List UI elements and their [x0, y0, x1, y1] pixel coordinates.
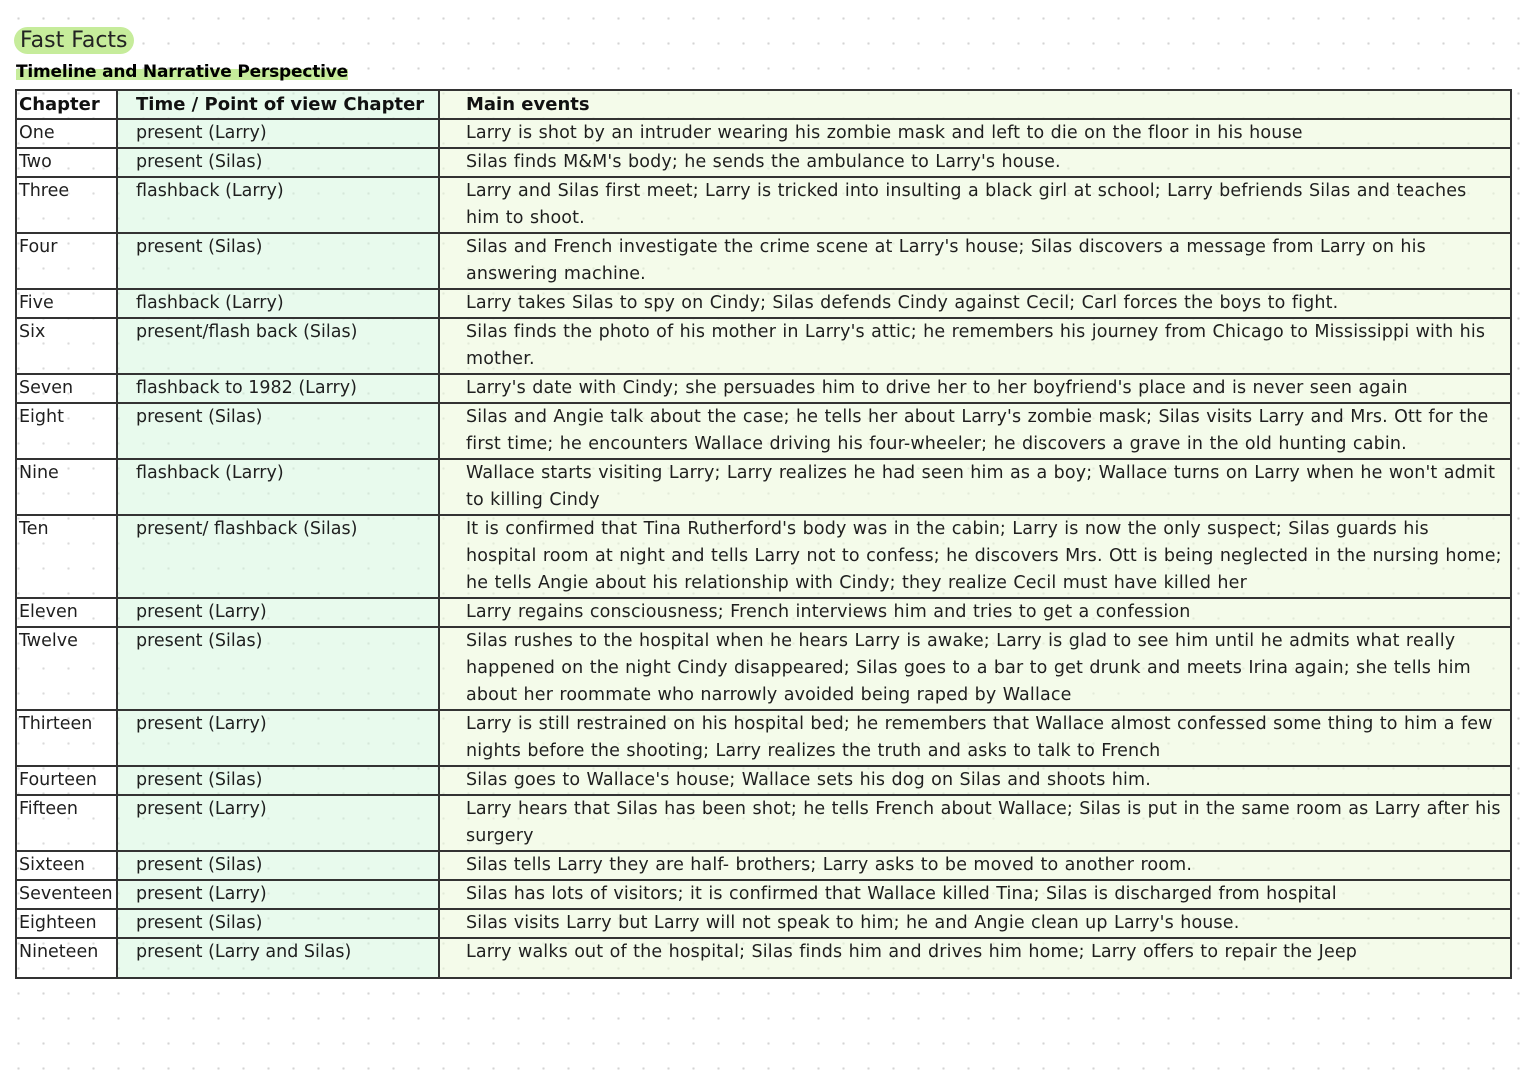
- cell-events: Silas goes to Wallace's house; Wallace sets his dog on Silas and shoots him.: [439, 766, 1511, 795]
- cell-chapter: Two: [16, 148, 117, 177]
- cell-time: present (Silas): [117, 909, 439, 938]
- cell-events: Silas tells Larry they are half- brothers; Larry asks to be moved to another room.: [439, 851, 1511, 880]
- table-row: [16, 289, 1511, 318]
- cell-time: flashback (Larry): [117, 289, 439, 318]
- cell-chapter: Sixteen: [16, 851, 117, 880]
- cell-events: Larry walks out of the hospital; Silas finds him and drives him home; Larry offers to repair the Jeep: [439, 938, 1511, 978]
- cell-chapter: Six: [16, 318, 117, 374]
- table-row: [16, 148, 1511, 177]
- cell-events: Larry's date with Cindy; she persuades him to drive her to her boyfriend's place and is never seen again: [439, 374, 1511, 403]
- cell-chapter: Seven: [16, 374, 117, 403]
- cell-events: Larry is shot by an intruder wearing his zombie mask and left to die on the floor in his house: [439, 119, 1511, 148]
- cell-time: present (Larry and Silas): [117, 938, 439, 978]
- header-main-events: Main events: [439, 90, 1511, 119]
- cell-chapter: Ten: [16, 515, 117, 598]
- table-row: [16, 119, 1511, 148]
- cell-chapter: Twelve: [16, 627, 117, 710]
- cell-time: present (Larry): [117, 795, 439, 851]
- table-header-row: [16, 90, 1511, 119]
- cell-chapter: Thirteen: [16, 710, 117, 766]
- cell-chapter: One: [16, 119, 117, 148]
- cell-time: present (Larry): [117, 598, 439, 627]
- cell-time: present/flash back (Silas): [117, 318, 439, 374]
- section-subheading: Timeline and Narrative Perspective: [16, 62, 348, 82]
- table-row: [16, 851, 1511, 880]
- cell-chapter: Nineteen: [16, 938, 117, 978]
- cell-time: present (Silas): [117, 403, 439, 459]
- cell-events: Larry takes Silas to spy on Cindy; Silas defends Cindy against Cecil; Carl forces the boys to fight.: [439, 289, 1511, 318]
- cell-chapter: Fifteen: [16, 795, 117, 851]
- cell-time: present (Silas): [117, 233, 439, 289]
- table-row: [16, 515, 1511, 598]
- cell-chapter: Eight: [16, 403, 117, 459]
- cell-chapter: Seventeen: [16, 880, 117, 909]
- timeline-table: [15, 89, 1512, 979]
- cell-chapter: Eighteen: [16, 909, 117, 938]
- cell-time: flashback (Larry): [117, 177, 439, 233]
- cell-events: Wallace starts visiting Larry; Larry realizes he had seen him as a boy; Wallace turns on Larry when he won't admit to killing Cindy: [439, 459, 1511, 515]
- table-row: [16, 598, 1511, 627]
- table-row: [16, 233, 1511, 289]
- cell-chapter: Three: [16, 177, 117, 233]
- cell-events: Silas finds M&M's body; he sends the ambulance to Larry's house.: [439, 148, 1511, 177]
- table-row: [16, 710, 1511, 766]
- cell-time: present (Silas): [117, 148, 439, 177]
- table-row: [16, 459, 1511, 515]
- cell-events: Silas and French investigate the crime scene at Larry's house; Silas discovers a message from Larry on his answering machine.: [439, 233, 1511, 289]
- cell-time: present (Larry): [117, 880, 439, 909]
- cell-chapter: Four: [16, 233, 117, 289]
- cell-chapter: Fourteen: [16, 766, 117, 795]
- table-row: [16, 374, 1511, 403]
- cell-events: Silas has lots of visitors; it is confirmed that Wallace killed Tina; Silas is discharged from hospital: [439, 880, 1511, 909]
- table-row: [16, 403, 1511, 459]
- page-heading: Fast Facts: [14, 27, 134, 54]
- cell-time: flashback to 1982 (Larry): [117, 374, 439, 403]
- table-row: [16, 909, 1511, 938]
- cell-events: Larry is still restrained on his hospital bed; he remembers that Wallace almost confessed some thing to him a few nights before the shooting; Larry realizes the truth and asks to talk to French: [439, 710, 1511, 766]
- cell-time: flashback (Larry): [117, 459, 439, 515]
- cell-time: present (Silas): [117, 627, 439, 710]
- table-row: [16, 938, 1511, 978]
- table-row: [16, 880, 1511, 909]
- header-chapter: Chapter: [16, 90, 117, 119]
- table-row: [16, 318, 1511, 374]
- header-time-pov: Time / Point of view Chapter: [117, 90, 439, 119]
- cell-time: present (Larry): [117, 710, 439, 766]
- cell-events: Silas rushes to the hospital when he hears Larry is awake; Larry is glad to see him until he admits what really happened on the night Cindy disappeared; Silas goes to a bar to get drunk and meets Irina again; she tells him about her roommate who narrowly avoided being raped by Wallace: [439, 627, 1511, 710]
- cell-chapter: Nine: [16, 459, 117, 515]
- table-row: [16, 627, 1511, 710]
- cell-time: present/ flashback (Silas): [117, 515, 439, 598]
- cell-events: It is confirmed that Tina Rutherford's body was in the cabin; Larry is now the only suspect; Silas guards his hospital room at night and tells Larry not to confess; he discovers Mrs. Ott is being neglected in the nursing home; he tells Angie about his relationship with Cindy; they realize Cecil must have killed her: [439, 515, 1511, 598]
- cell-events: Silas visits Larry but Larry will not speak to him; he and Angie clean up Larry's house.: [439, 909, 1511, 938]
- cell-events: Larry and Silas first meet; Larry is tricked into insulting a black girl at school; Larry befriends Silas and teaches him to shoot.: [439, 177, 1511, 233]
- cell-events: Larry hears that Silas has been shot; he tells French about Wallace; Silas is put in the same room as Larry after his surgery: [439, 795, 1511, 851]
- table-row: [16, 177, 1511, 233]
- table-row: [16, 795, 1511, 851]
- cell-events: Silas and Angie talk about the case; he tells her about Larry's zombie mask; Silas visits Larry and Mrs. Ott for the first time; he encounters Wallace driving his four-wheeler; he discovers a grave in the old hunting cabin.: [439, 403, 1511, 459]
- cell-chapter: Five: [16, 289, 117, 318]
- cell-chapter: Eleven: [16, 598, 117, 627]
- cell-time: present (Larry): [117, 119, 439, 148]
- cell-events: Silas finds the photo of his mother in Larry's attic; he remembers his journey from Chicago to Mississippi with his mother.: [439, 318, 1511, 374]
- cell-time: present (Silas): [117, 851, 439, 880]
- table-row: [16, 766, 1511, 795]
- cell-events: Larry regains consciousness; French interviews him and tries to get a confession: [439, 598, 1511, 627]
- cell-time: present (Silas): [117, 766, 439, 795]
